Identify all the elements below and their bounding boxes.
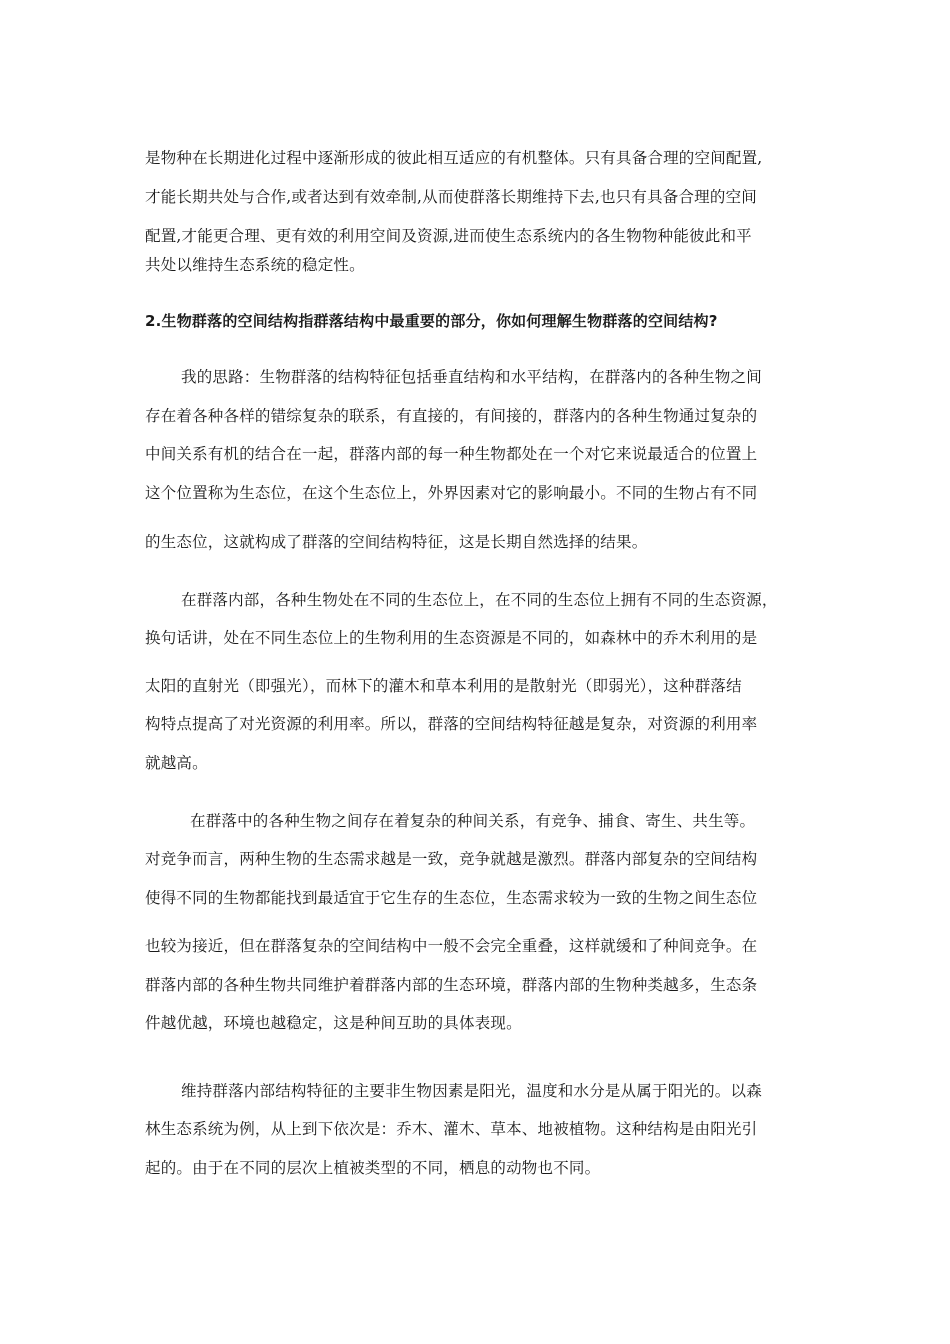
paragraph-3-line-2: 换句话讲，处在不同生态位上的生物利用的生态资源是不同的，如森林中的乔木利用的是: [145, 629, 758, 647]
paragraph-5-line-1: 维持群落内部结构特征的主要非生物因素是阳光，温度和水分是从属于阳光的。以森: [181, 1082, 762, 1100]
paragraph-3-line-4: 构特点提高了对光资源的利用率。所以，群落的空间结构特征越是复杂，对资源的利用率: [145, 715, 758, 733]
paragraph-5-line-3: 起的。由于在不同的层次上植被类型的不同，栖息的动物也不同。: [145, 1159, 601, 1177]
paragraph-4-line-6: 件越优越，环境也越稳定，这是种间互助的具体表现。: [145, 1014, 522, 1032]
paragraph-3-line-5: 就越高。: [145, 754, 208, 772]
paragraph-1-line-4: 共处以维持生态系统的稳定性。: [145, 256, 365, 274]
paragraph-4-line-3: 使得不同的生物都能找到最适宜于它生存的生态位，生态需求较为一致的生物之间生态位: [145, 889, 758, 907]
paragraph-1-line-1: 是物种在长期进化过程中逐渐形成的彼此相互适应的有机整体。只有具备合理的空间配置,: [145, 149, 763, 167]
paragraph-4-line-2: 对竞争而言，两种生物的生态需求越是一致，竞争就越是激烈。群落内部复杂的空间结构: [145, 850, 758, 868]
paragraph-2-line-1: 我的思路：生物群落的结构特征包括垂直结构和水平结构，在群落内的各种生物之间: [181, 368, 762, 386]
paragraph-2-line-4: 这个位置称为生态位，在这个生态位上，外界因素对它的影响最小。不同的生物占有不同: [145, 484, 758, 502]
paragraph-2-line-5: 的生态位，这就构成了群落的空间结构特征，这是长期自然选择的结果。: [145, 533, 648, 551]
paragraph-2-line-3: 中间关系有机的结合在一起，群落内部的每一种生物都处在一个对它来说最适合的位置上: [145, 445, 758, 463]
paragraph-1-line-2: 才能长期共处与合作,或者达到有效牵制,从而使群落长期维持下去,也只有具备合理的空间: [145, 188, 757, 206]
paragraph-1-line-3: 配置,才能更合理、更有效的利用空间及资源,进而使生态系统内的各生物物种能彼此和平: [145, 227, 752, 245]
paragraph-2-line-2: 存在着各种各样的错综复杂的联系，有直接的，有间接的，群落内的各种生物通过复杂的: [145, 407, 758, 425]
paragraph-3-line-3: 太阳的直射光（即强光），而林下的灌木和草本利用的是散射光（即弱光），这种群落结: [145, 677, 742, 695]
paragraph-5-line-2: 林生态系统为例，从上到下依次是：乔木、灌木、草本、地被植物。这种结构是由阳光引: [145, 1120, 758, 1138]
paragraph-4-line-5: 群落内部的各种生物共同维护着群落内部的生态环境，群落内部的生物种类越多，生态条: [145, 976, 758, 994]
paragraph-4-line-4: 也较为接近，但在群落复杂的空间结构中一般不会完全重叠，这样就缓和了种间竞争。在: [145, 937, 758, 955]
question-heading: 2.生物群落的空间结构指群落结构中最重要的部分，你如何理解生物群落的空间结构?: [145, 312, 718, 330]
paragraph-3-line-1: 在群落内部，各种生物处在不同的生态位上，在不同的生态位上拥有不同的生态资源，: [181, 591, 778, 609]
paragraph-4-line-1: 在群落中的各种生物之间存在着复杂的种间关系，有竞争、捕食、寄生、共生等。: [190, 812, 756, 830]
